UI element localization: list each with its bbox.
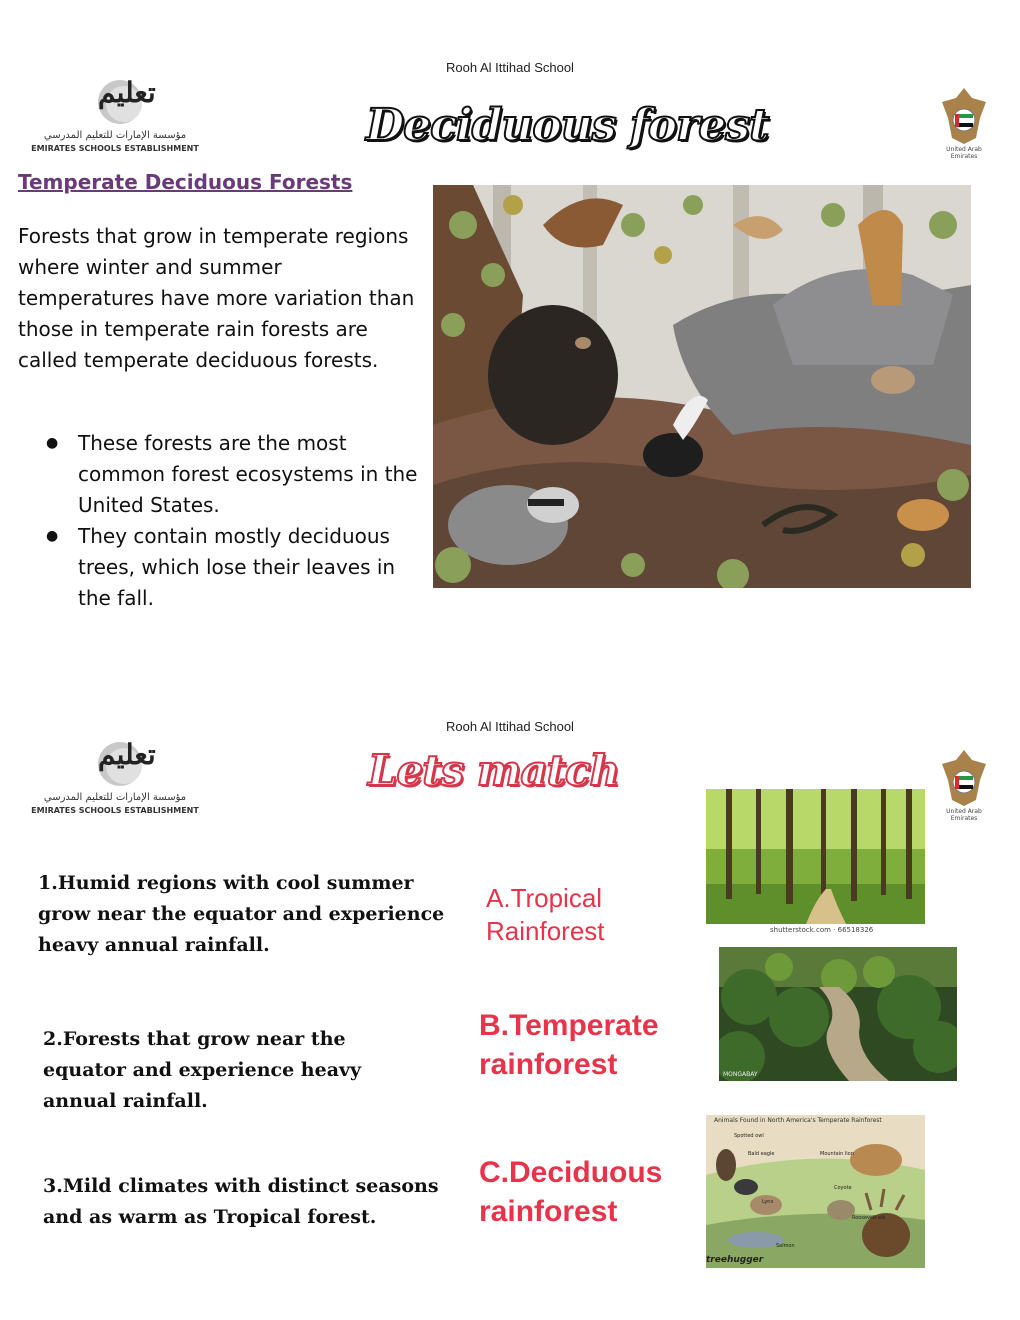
photo3-label: Coyote — [834, 1185, 852, 1191]
answer-b-line2: rainforest — [479, 1048, 618, 1081]
photo3-label: Spotted owl — [734, 1133, 764, 1139]
photo3-label: Salmon — [776, 1243, 795, 1249]
bullet-item: ● They contain mostly deciduous trees, which lose their leaves in the fall. — [78, 521, 418, 614]
emblem-caption: United Arab Emirates — [946, 808, 982, 822]
photo1-caption: shutterstock.com · 66518326 — [770, 926, 874, 934]
question-1: 1.Humid regions with cool summer grow near the equator and experience heavy annual rainfall. — [38, 872, 445, 956]
intro-paragraph: Forests that grow in temperate regions where winter and summer temperatures have more variation than those in temperate rain forests are called temperate deciduous forests. — [18, 224, 415, 372]
photo3-label: Lynx — [762, 1199, 774, 1205]
photo3-label: Roosevelt elk — [852, 1215, 886, 1221]
logo-english-name: EMIRATES SCHOOLS ESTABLISHMENT — [31, 144, 199, 153]
answer-c-line2: rainforest — [479, 1195, 618, 1228]
photo3-label: Mountain lion — [820, 1151, 854, 1157]
photo-temperate-rainforest-animals[interactable] — [706, 1115, 925, 1268]
answer-b-line1: B.Temperate — [479, 1009, 659, 1042]
answer-b[interactable] — [479, 1006, 659, 1084]
school-name-page2: Rooh Al Ittihad School — [446, 719, 574, 734]
question-3: 3.Mild climates with distinct seasons and as warm as Tropical forest. — [43, 1175, 439, 1228]
logo-arabic-mark: تعليم — [98, 738, 156, 771]
page-title: Deciduous forest — [366, 100, 769, 151]
answer-a-line2: Rainforest — [486, 916, 605, 946]
photo3-brand: treehugger — [706, 1255, 764, 1265]
emblem-caption: United Arab Emirates — [946, 146, 982, 160]
uae-emblem-icon-page2 — [936, 746, 992, 822]
logo-arabic-name: مؤسسة الإمارات للتعليم المدرسي — [43, 130, 187, 141]
logo-arabic-name: مؤسسة الإمارات للتعليم المدرسي — [43, 792, 187, 803]
photo3-label: Bald eagle — [748, 1151, 775, 1157]
question-2: 2.Forests that grow near the equator and experience heavy annual rainfall. — [43, 1028, 362, 1112]
bullet-item: ● These forests are the most common forest ecosystems in the United States. — [78, 428, 418, 521]
photo-deciduous-forest[interactable] — [706, 789, 925, 924]
emirates-schools-logo-page2 — [28, 734, 208, 824]
logo-arabic-mark: تعليم — [98, 76, 156, 109]
forest-animals-illustration — [433, 185, 971, 588]
photo-tropical-rainforest[interactable] — [719, 947, 957, 1081]
logo-english-name: EMIRATES SCHOOLS ESTABLISHMENT — [31, 806, 199, 815]
answer-a[interactable] — [486, 882, 605, 948]
answer-c[interactable] — [479, 1153, 662, 1231]
emirates-schools-logo — [28, 72, 208, 162]
match-title: Lets match — [368, 746, 620, 795]
answer-c-line1: C.Deciduous — [479, 1156, 663, 1189]
photo3-title: Animals Found in North America's Temperate Rainforest — [714, 1117, 882, 1124]
school-name: Rooh Al Ittihad School — [446, 60, 574, 75]
answer-a-line1: A.Tropical — [486, 883, 603, 913]
photo2-caption: MONGABAY — [723, 1071, 758, 1078]
bullet-list — [18, 428, 418, 614]
uae-emblem-icon — [936, 84, 992, 160]
section-subheading[interactable]: Temperate Deciduous Forests — [18, 170, 353, 194]
